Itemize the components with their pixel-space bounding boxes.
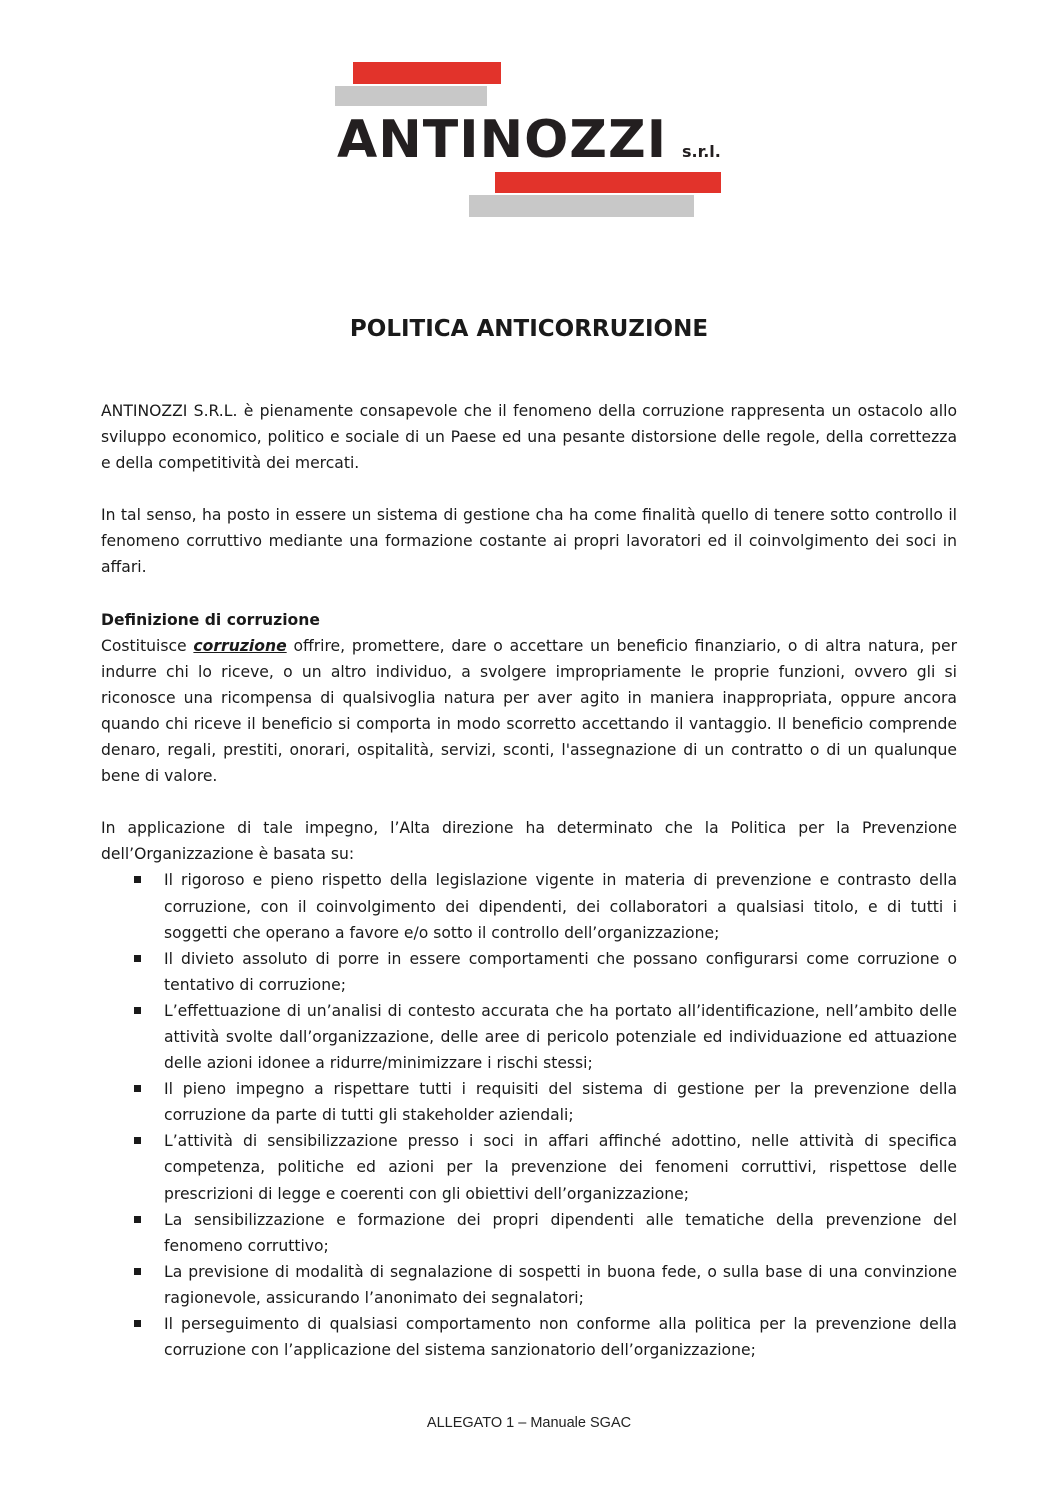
list-item: La sensibilizzazione e formazione dei propri dipendenti alle tematiche della prevenzione del fenomeno corruttivo; [164,1207,957,1259]
intro-paragraph-2: In tal senso, ha posto in essere un sistema di gestione cha ha come finalità quello di tenere sotto controllo il fenomeno corruttivo mediante una formazione costante ai propri lavoratori ed il coinvolgimento dei soci in affari. [101,506,957,577]
page-title: POLITICA ANTICORRUZIONE [349,316,709,342]
intro-paragraph-1: ANTINOZZI S.R.L. è pienamente consapevole che il fenomeno della corruzione rappresenta un ostacolo allo sviluppo economico, politico e sociale di un Paese ed una pesante distorsione delle regole, della correttezza e della competitività dei mercati. [101,402,957,473]
bullet-icon [134,1216,141,1223]
list-item: Il perseguimento di qualsiasi comportamento non conforme alla politica per la prevenzione della corruzione con l’applicazione del sistema sanzionatorio dell’organizzazione; [164,1311,957,1363]
definition-text: offrire, promettere, dare o accettare un beneficio finanziario, o di altra natura, per indurre chi lo riceve, o un altro individuo, a svolgere impropriamente le proprie funzioni, ovvero gli si riconosce una ricompensa di qualsivoglia natura per aver agito in maniera inappropriata, oppure ancora quando chi riceve il beneficio si comporta in modo scorretto accettando il vantaggio. Il beneficio comprende denaro, regali, prestiti, onorari, ospitalità, servizi, sconti, l'assegnazione di un contratto o di un qualunque bene di valore. [101,636,958,786]
definition-term: corruzione [193,636,287,655]
definition-paragraph [101,633,957,790]
logo-wordmark: ANTINOZZI [337,110,668,170]
logo-gray-bar-bottom [469,195,694,217]
logo-red-bar-bottom [495,172,721,193]
page-footer: ALLEGATO 1 – Manuale SGAC [426,1415,632,1431]
company-logo [335,62,725,220]
policy-intro: In applicazione di tale impegno, l’Alta direzione ha determinato che la Politica per la Prevenzione dell’Organizzazione è basata su: [101,819,957,864]
bullet-icon [134,1007,141,1014]
list-item: La previsione di modalità di segnalazione di sospetti in buona fede, o sulla base di una convinzione ragionevole, assicurando l’anonimato dei segnalatori; [164,1259,957,1311]
document-body [101,398,957,1363]
definition-lead: Costituisce [101,636,194,655]
bullet-icon [134,1320,141,1327]
bullet-icon [134,955,141,962]
list-item: Il pieno impegno a rispettare tutti i requisiti del sistema di gestione per la prevenzione della corruzione da parte di tutti gli stakeholder aziendali; [164,1076,957,1128]
bullet-icon [134,1268,141,1275]
list-item: Il divieto assoluto di porre in essere comportamenti che possano configurarsi come corruzione o tentativo di corruzione; [164,946,957,998]
definition-heading: Definizione di corruzione [101,610,320,629]
bullet-icon [134,876,141,883]
list-item: L’effettuazione di un’analisi di contesto accurata che ha portato all’identificazione, nell’ambito delle attività svolte dall’organizzazione, delle aree di pericolo potenziale ed individuazione ed attuazione delle azioni idonee a ridurre/minimizzare i rischi stessi; [164,998,957,1076]
bullet-icon [134,1085,141,1092]
logo-gray-bar-top [335,86,487,106]
bullet-icon [134,1137,141,1144]
policy-list [101,867,957,1363]
list-item: Il rigoroso e pieno rispetto della legislazione vigente in materia di prevenzione e contrasto della corruzione, con il coinvolgimento dei dipendenti, dei collaboratori a qualsiasi titolo, e di tutti i soggetti che operano a favore e/o sotto il controllo dell’organizzazione; [164,867,957,945]
list-item: L’attività di sensibilizzazione presso i soci in affari affinché adottino, nelle attività di specifica competenza, politiche ed azioni per la prevenzione dei fenomeni corruttivi, rispettose delle prescrizioni di legge e coerenti con gli obiettivi dell’organizzazione; [164,1128,957,1206]
logo-suffix: s.r.l. [682,142,721,161]
logo-red-bar-top [353,62,501,84]
